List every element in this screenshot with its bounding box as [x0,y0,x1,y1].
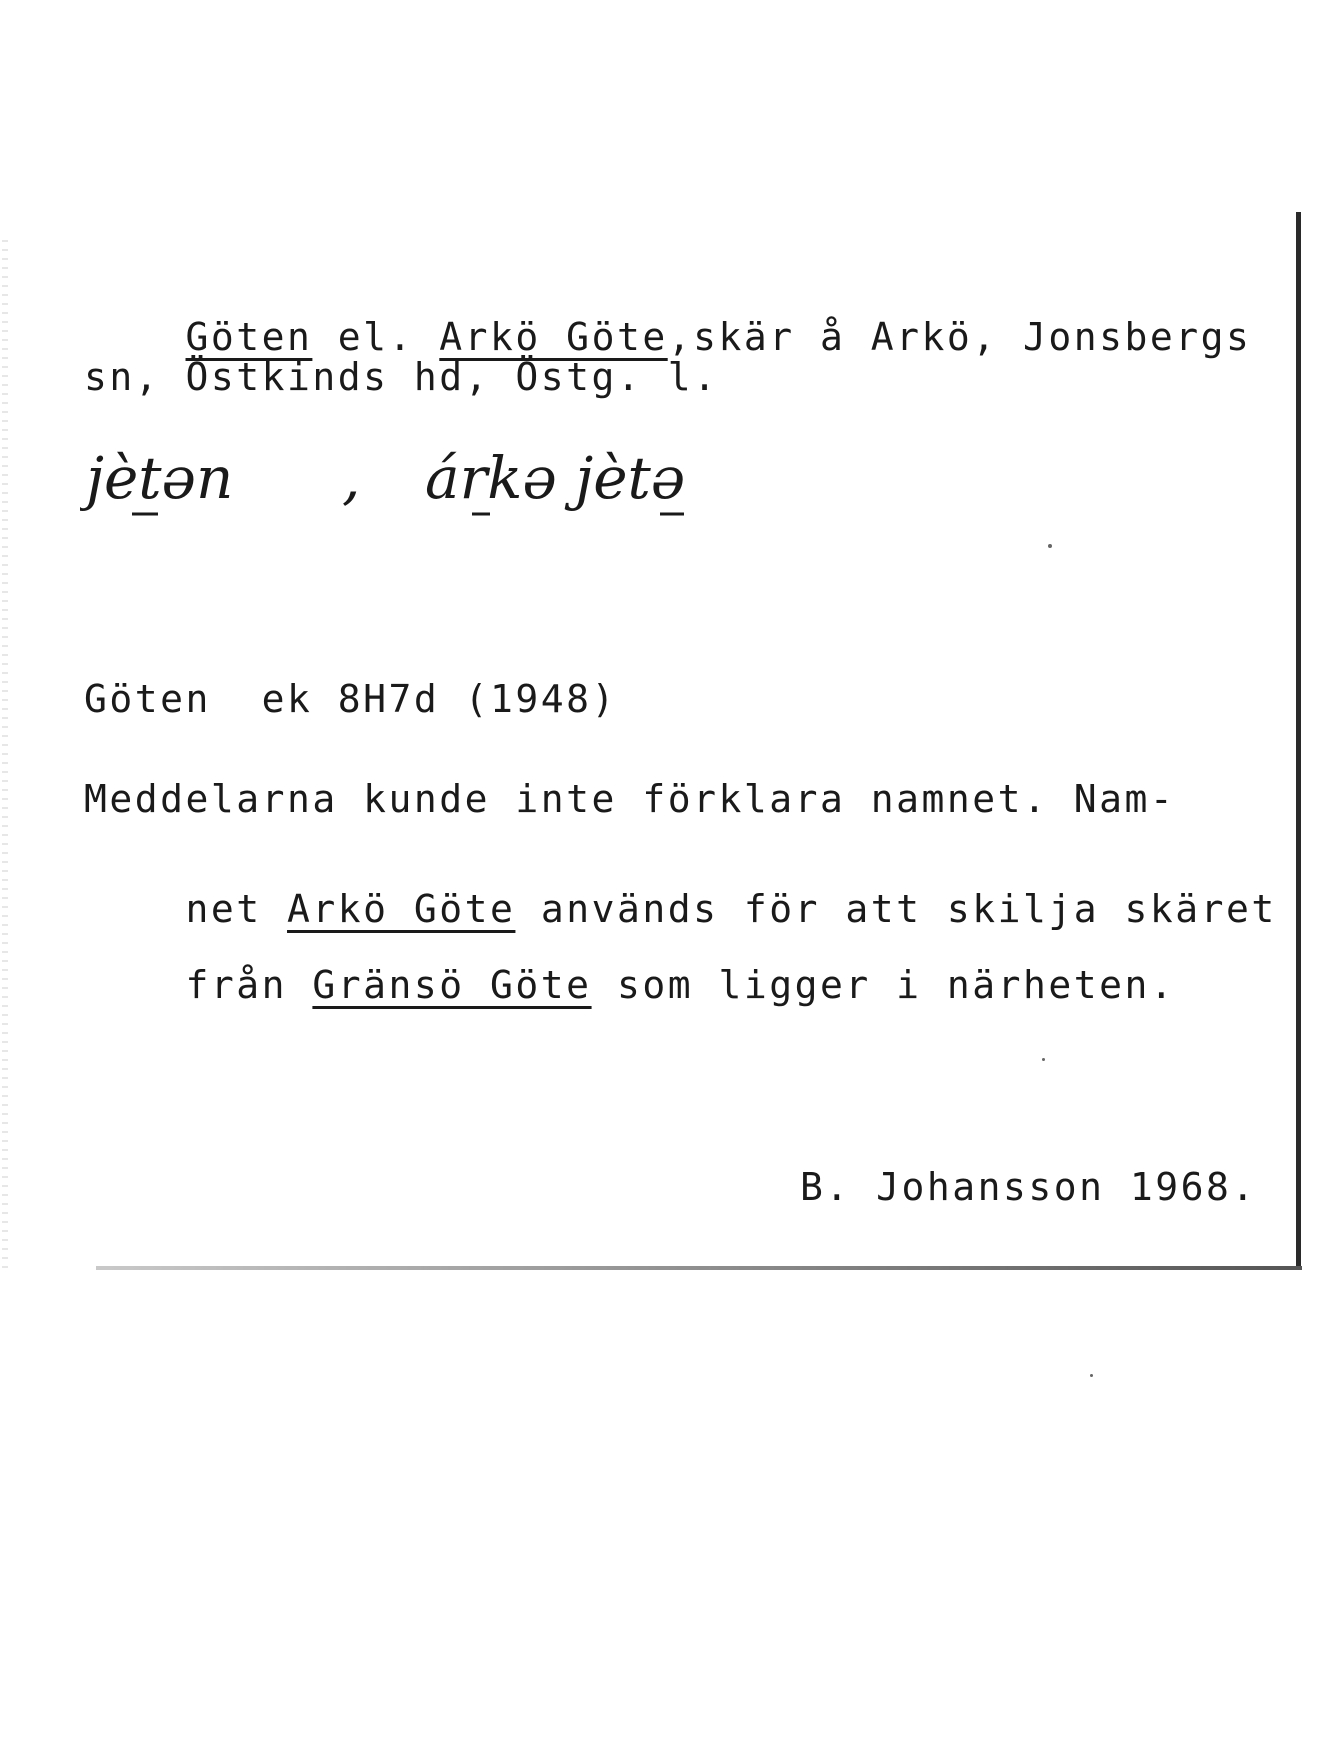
body-alt-name: Arkö Göte [287,887,516,931]
phonetic-part-1: jètən [86,444,234,512]
scan-speck [1048,544,1052,548]
phonetic-transcription [80,418,760,558]
phonetic-comma: , [342,444,361,512]
body-line-3 [84,928,1175,1042]
header-line-2: sn, Östkinds hd, Östg. l. [84,355,719,399]
header-rest: ,skär å Arkö, Jonsbergs [667,315,1252,359]
header-sep: el. [312,315,440,359]
scan-edge-noise [2,240,8,1270]
signature: B. Johansson 1968. [800,1165,1257,1209]
phonetic-part-2: árkə jètə [425,444,686,512]
alt-name: Arkö Göte [439,315,668,359]
body-line-2-pre: net [185,887,288,931]
body-line-2-post: används för att skilja skäret [515,887,1277,931]
body-line-3-pre: från [185,963,313,1007]
scan-speck [1090,1374,1093,1377]
body-neighbor-name: Gränsö Göte [312,963,592,1007]
body-line-3-post: som ligger i närheten. [591,963,1176,1007]
scan-speck [1042,1058,1045,1061]
body-line-1: Meddelarna kunde inte förklara namnet. Nam- [84,777,1176,821]
card-edge-bottom [96,1266,1302,1270]
card-edge-right [1296,212,1301,1268]
entry-name: Göten [185,315,313,359]
source-line: Göten ek 8H7d (1948) [84,677,617,721]
